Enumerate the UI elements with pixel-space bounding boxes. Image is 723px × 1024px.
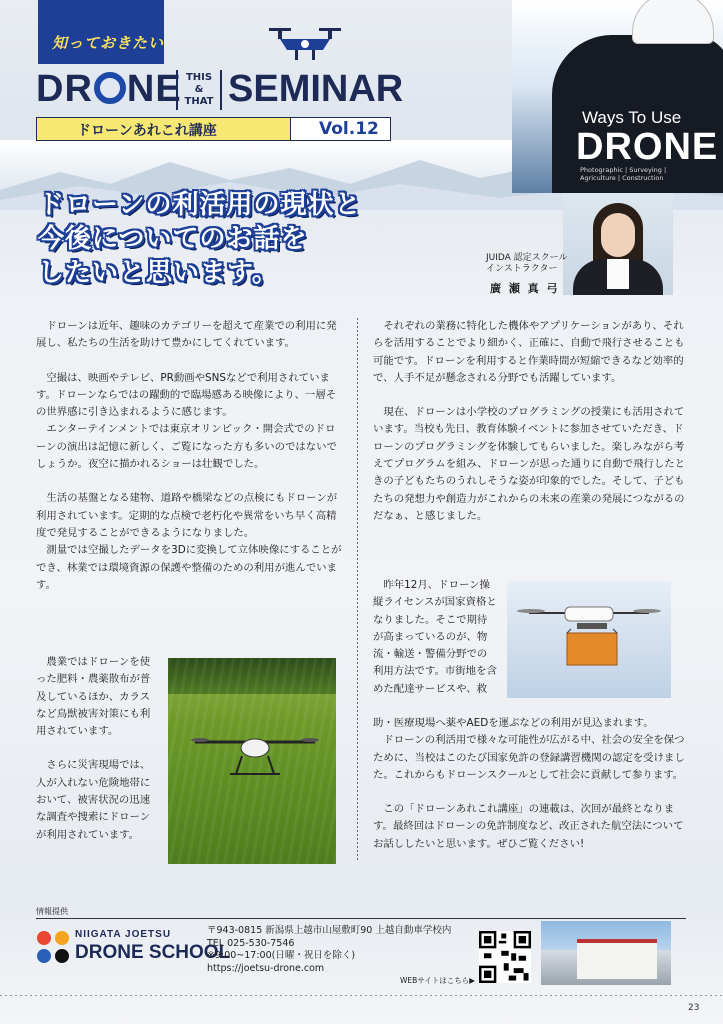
subtitle-bar <box>36 117 291 141</box>
paragraph: 昨年12月、ドローン操縦ライセンスが国家資格となりました。そこで期待が高まっているのが、物流・輸送・警備分野での利用方法です。市街地を含めた配達サービスや、救 <box>373 579 497 695</box>
agri-drone-icon <box>190 726 320 776</box>
delivery-drone-photo <box>507 581 671 698</box>
right-narrow-column <box>373 577 497 698</box>
author-role-1: JUIDA 認定スクール <box>486 253 568 263</box>
paragraph: さらに災害現場では、人が入れない危険地帯において、被害状況の迅速な調査や捜索にドローンが利用されています。 <box>36 759 151 841</box>
paragraph: 現在、ドローンは小学校のプログラミングの授業にも活用されています。当校も先日、教育体験イベントに参加させていただき、ドローンのプログラミングを体験してもらいました。楽しみながら考えてプログラムを組み、ドローンが思った通りに自動で飛行したときの子どもたちのうれしそうな姿が印象的でした。そして、子どもたちの発想力や創造力がこれからの未来の産業の発展につながるのだなぁ、と感じました。 <box>373 406 686 522</box>
school-logo-icon <box>36 930 70 964</box>
school-hours: ※9:00~17:00(日曜・祝日を除く) <box>207 950 356 961</box>
author-name: 廣 瀬 真 弓 <box>490 282 560 295</box>
series-title <box>36 68 182 111</box>
paragraph: この「ドローンあれこれ講座」の連載は、次回が最終となります。最終回はドローンの免許制度など、改正された航空法についてお話ししたいと思います。ぜひご覧ください! <box>373 803 684 850</box>
portrait-collar <box>607 259 629 289</box>
right-wide-column <box>373 715 686 870</box>
ampersand-text: & <box>194 84 204 95</box>
building-shape <box>577 939 657 979</box>
column-divider <box>357 318 358 860</box>
web-note: WEBサイトはこちら▶ <box>400 976 476 985</box>
paragraph: 農業ではドローンを使った肥料・農薬散布が普及しているほか、カラスなど鳥獣被害対策にも利用されています。 <box>36 656 151 738</box>
tagline-text: 知っておきたい <box>52 34 165 52</box>
school-tel: TEL 025-530-7546 <box>207 937 295 949</box>
title-part-1: DR <box>36 68 93 110</box>
paragraph: それぞれの業務に特化した機体やアプリケーションがあり、それらを活用することでより細かく、正確に、自動で飛行させることも可能です。ドローンを利用すると作業時間が短縮できるなど効率的で、人手不足が懸念される分野でも活躍しています。 <box>373 320 685 384</box>
paragraph: 測量では空撮したデータを3Dに変換して立体映像にすることができ、林業では環境資源の保護や整備のための利用が進んでいます。 <box>36 544 342 591</box>
author-portrait <box>563 193 673 295</box>
tagline-badge <box>38 0 164 64</box>
hero-photo-line1: Ways To Use <box>582 108 682 127</box>
page-bottom-rule <box>0 995 723 996</box>
provided-by-label: 情報提供 <box>36 907 68 916</box>
hero-caption-2: Agriculture | Construction <box>580 174 664 182</box>
hero-photo-line2: DRONE <box>576 126 719 168</box>
left-column <box>36 318 342 611</box>
school-url[interactable]: https://joetsu-drone.com <box>207 962 325 974</box>
agriculture-drone-photo <box>168 658 336 864</box>
paragraph: 空撮は、映画やテレビ、PR動画やSNSなどで利用されています。ドローンならではの躍動的で臨場感ある映像により、一層その世界感に引き込まれるように感じます。 <box>36 371 337 419</box>
paragraph: ドローンの利活用で様々な可能性が広がる中、社会の安全を保つために、当校はこのたび国家免許の登録講習機関の認定を受けました。これからもドローンスクールとして社会に貢献して参ります。 <box>373 734 685 781</box>
author-role <box>486 253 568 275</box>
paragraph: 生活の基盤となる建物、道路や橋梁などの点検にもドローンが利用されています。定期的な点検で老朽化や異常をいち早く高精度で発見することができるようになりました。 <box>36 492 338 539</box>
hero-photo <box>512 0 723 193</box>
qr-code-icon[interactable] <box>479 931 531 983</box>
volume-number: Vol.12 <box>319 119 379 139</box>
page-number: 23 <box>688 1003 700 1013</box>
hero-photo-caption <box>580 166 666 182</box>
delivery-drone-icon <box>507 581 671 698</box>
volume-box <box>291 117 391 141</box>
footer-rule <box>36 918 686 919</box>
school-name-line1: NIIGATA JOETSU <box>75 929 172 940</box>
paragraph: エンターテインメントでは東京オリンピック・開会式でのドローンの演出は記憶に新しく、ご覧になった方も多いのではないでしょうか。夜空に描かれるショーは壮観でした。 <box>36 423 337 471</box>
that-text: THAT <box>184 96 214 107</box>
drone-icon <box>265 22 345 67</box>
paragraph: 助・医療現場へ薬やAEDを運ぶなどの利用が見込まれます。 <box>373 717 654 729</box>
hero-caption-1: Photographic | Surveying | <box>580 166 667 174</box>
school-building-photo <box>541 921 671 985</box>
right-column <box>373 318 686 542</box>
left-narrow-column <box>36 654 158 861</box>
headline-line-2: 今後についてのお話を <box>38 224 308 254</box>
school-contact <box>207 925 451 975</box>
this-that-mark <box>176 70 222 110</box>
school-address: 〒943-0815 新潟県上越市山屋敷町90 上越自動車学校内 <box>207 925 452 936</box>
headline-line-3: したいと思います。 <box>38 258 279 288</box>
paragraph: ドローンは近年、趣味のカテゴリーを超えて産業での利用に発展し、私たちの生活を助けて豊かにしてくれています。 <box>36 320 337 350</box>
aperture-o-icon <box>94 72 126 104</box>
school-name-line2: DRONE SCHOOL <box>75 942 231 963</box>
article-headline <box>38 188 361 290</box>
this-text: THIS <box>185 72 213 83</box>
headline-line-1: ドローンの利活用の現状と <box>38 190 362 220</box>
helmet-figure <box>632 0 714 44</box>
portrait-face <box>601 213 635 257</box>
subtitle-text: ドローンあれこれ講座 <box>77 123 217 139</box>
author-role-2: インストラクター <box>486 264 558 274</box>
seminar-title: SEMINAR <box>228 68 404 110</box>
title-part-2: NE <box>126 68 182 110</box>
